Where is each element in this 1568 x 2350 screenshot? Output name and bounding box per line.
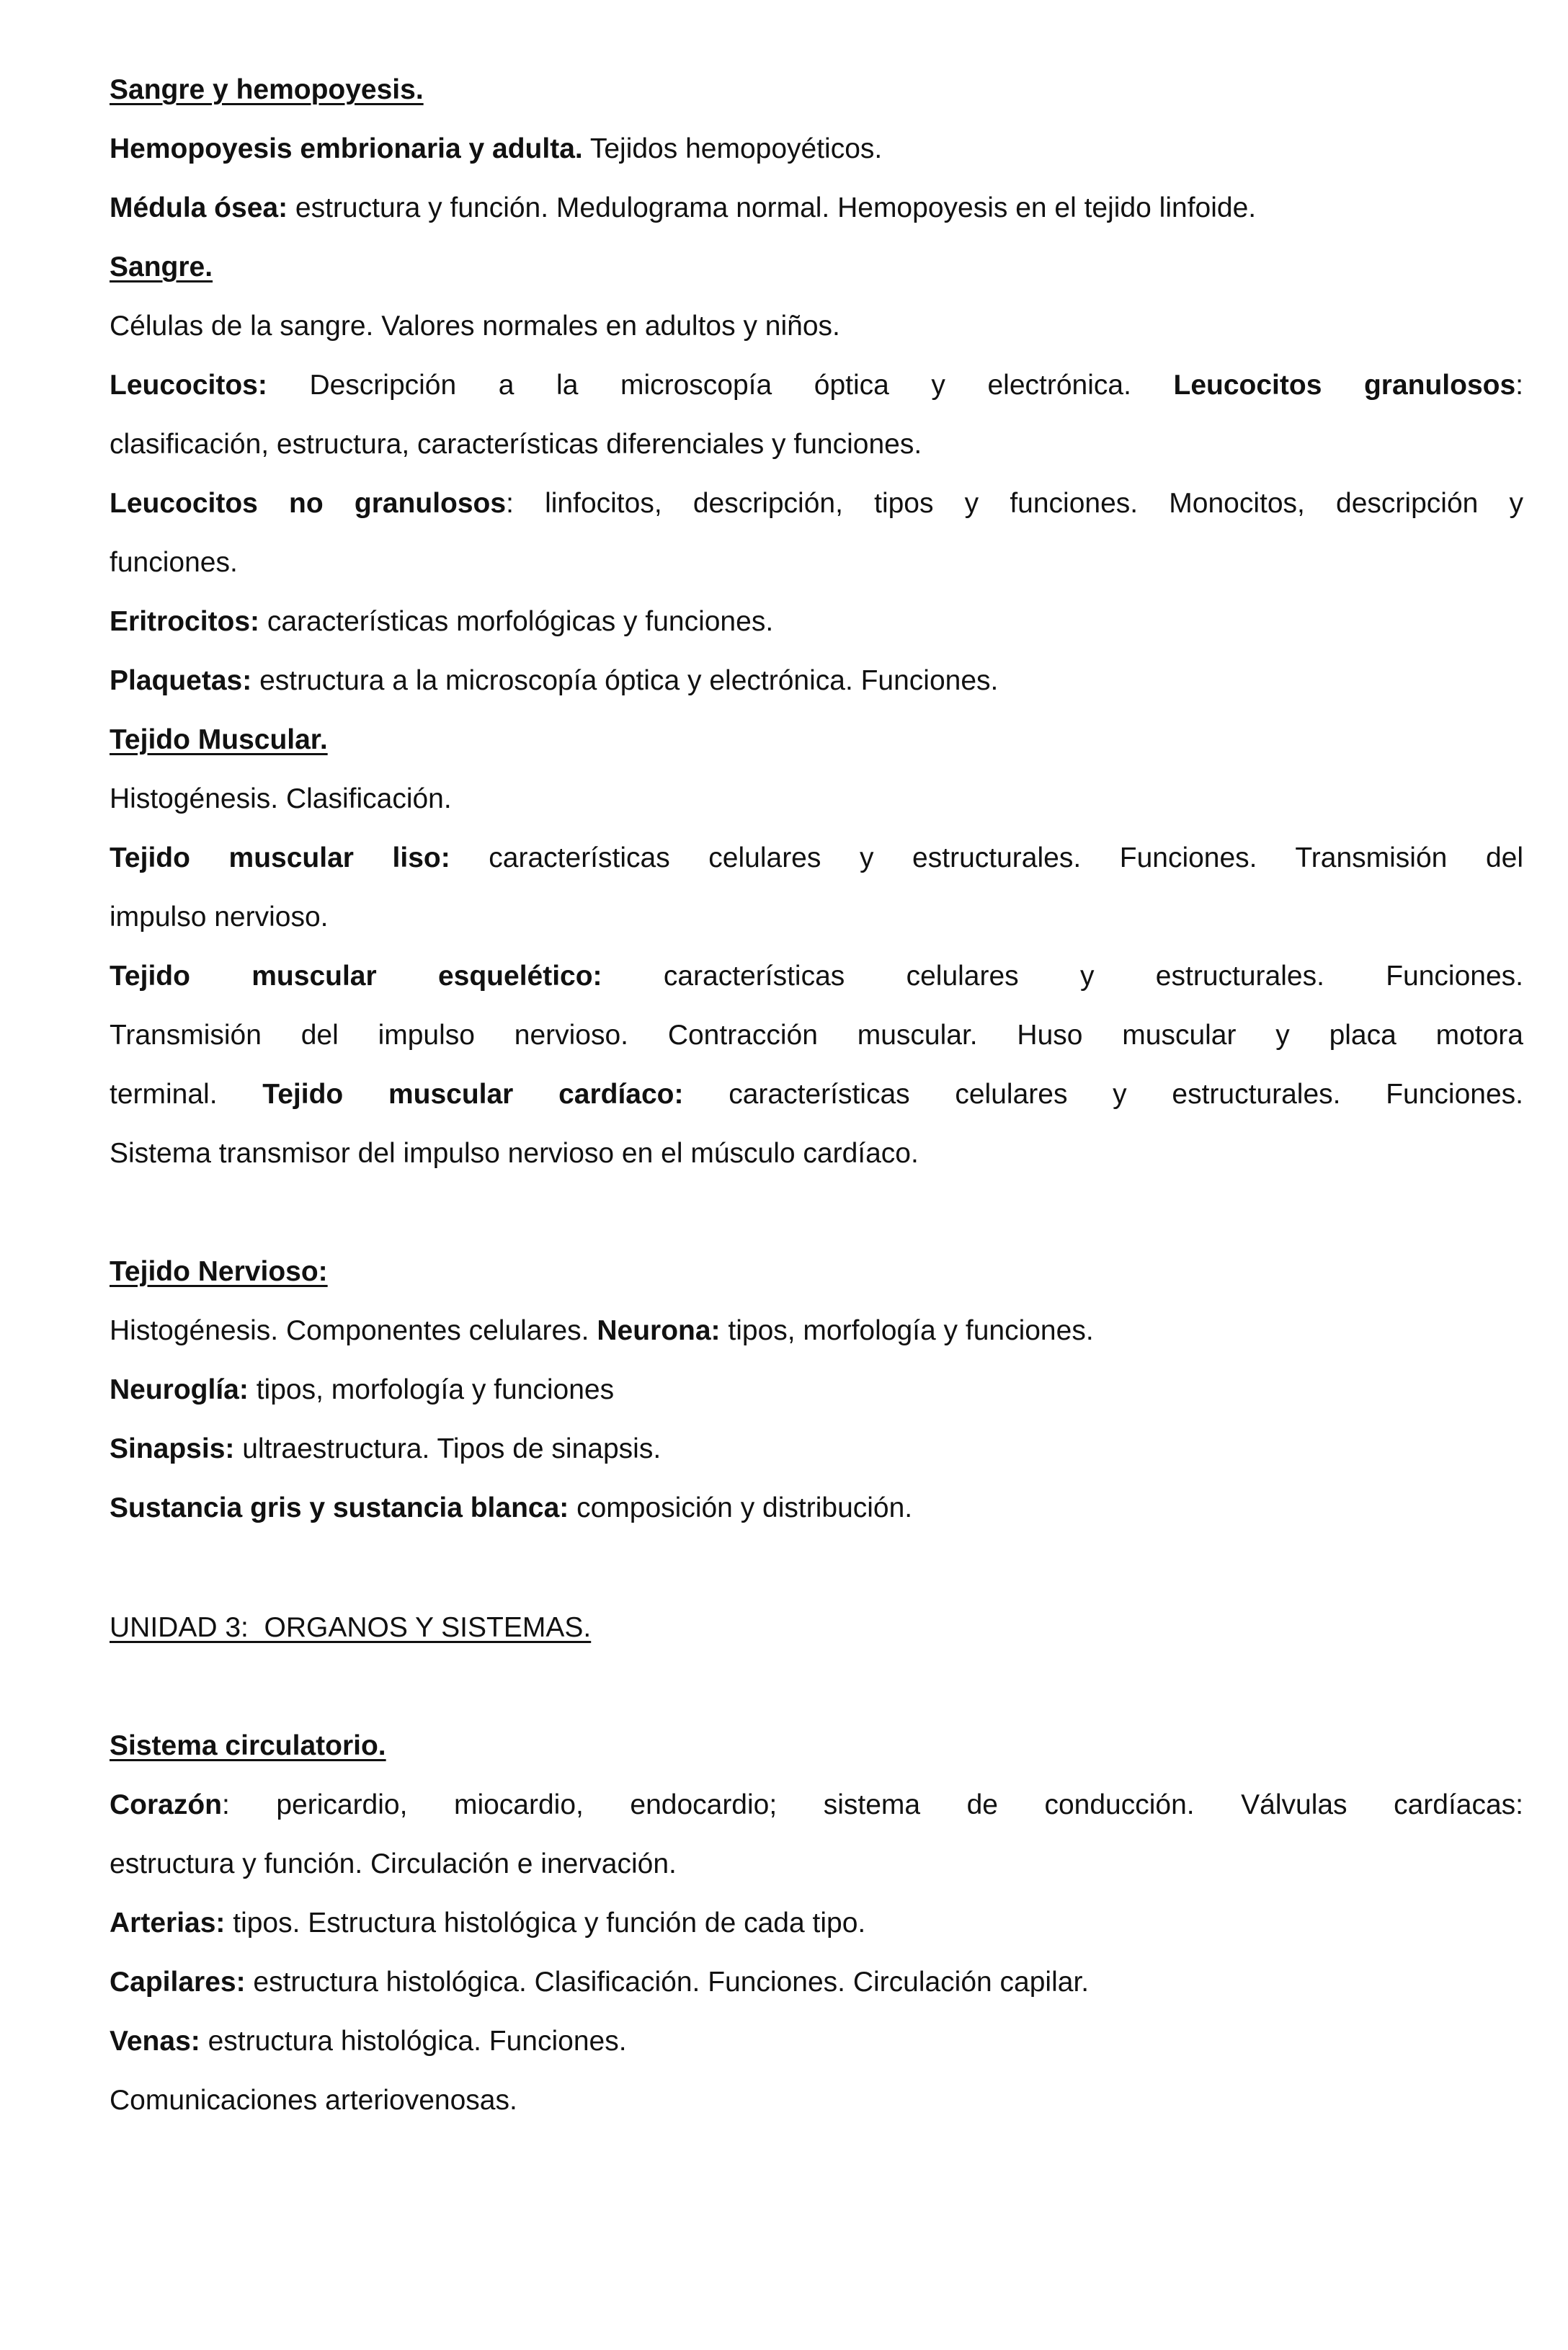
line-corazon bbox=[110, 1787, 1523, 1823]
term-eritrocitos: Eritrocitos: bbox=[110, 606, 260, 637]
line-eritrocitos bbox=[110, 604, 773, 640]
term-medula-osea: Médula ósea: bbox=[110, 192, 288, 223]
line-leucocitos-no-granulosos bbox=[110, 486, 1523, 522]
line-histogenesis-muscular: Histogénesis. Clasificación. bbox=[110, 783, 452, 814]
term-arterias: Arterias: bbox=[110, 1908, 226, 1939]
term-leucocitos-granulosos: Leucocitos granulosos bbox=[1173, 370, 1516, 401]
line-impulso-nervioso: impulso nervioso. bbox=[110, 902, 329, 933]
heading-tejido-nervioso: Tejido Nervioso: bbox=[110, 1256, 328, 1287]
term-neuroglia: Neuroglía: bbox=[110, 1374, 249, 1405]
line-sinapsis bbox=[110, 1431, 661, 1467]
text-leucocitos: Descripción a la microscopía óptica y electrónica. bbox=[267, 370, 1174, 401]
line-sustancia-gris bbox=[110, 1490, 912, 1526]
text-tejido-muscular-cardiaco: características celulares y estructurales. Funciones. bbox=[683, 1079, 1523, 1110]
line-funciones: funciones. bbox=[110, 547, 238, 578]
line-plaquetas bbox=[110, 663, 998, 699]
text-capilares: estructura histológica. Clasificación. Funciones. Circulación capilar. bbox=[245, 1967, 1090, 1998]
line-comunicaciones: Comunicaciones arteriovenosas. bbox=[110, 2085, 517, 2116]
line-muscular-cardiaco bbox=[110, 1077, 1523, 1113]
text-eritrocitos: características morfológicas y funciones. bbox=[259, 606, 774, 637]
term-plaquetas: Plaquetas: bbox=[110, 665, 252, 696]
term-capilares: Capilares: bbox=[110, 1967, 246, 1998]
term-corazon: Corazón bbox=[110, 1789, 222, 1820]
heading-unidad-3: UNIDAD 3: ORGANOS Y SISTEMAS. bbox=[110, 1612, 592, 1643]
text-tejido-muscular-esqueletico: características celulares y estructurales. Funciones. bbox=[602, 961, 1523, 992]
term-hemopoyesis-embrionaria: Hemopoyesis embrionaria y adulta. bbox=[110, 133, 583, 164]
line-venas bbox=[110, 2024, 627, 2060]
term-tejido-muscular-liso: Tejido muscular liso: bbox=[110, 842, 450, 873]
line-sistema-transmisor: Sistema transmisor del impulso nervioso en el músculo cardíaco. bbox=[110, 1138, 919, 1169]
text-histogenesis-componentes: Histogénesis. Componentes celulares. bbox=[110, 1315, 597, 1346]
line-hemopoyesis-embrionaria bbox=[110, 131, 882, 167]
text-corazon: : pericardio, miocardio, endocardio; sistema de conducción. Válvulas cardíacas: bbox=[222, 1789, 1523, 1820]
term-neurona: Neurona: bbox=[597, 1315, 721, 1346]
term-sustancia-gris-blanca: Sustancia gris y sustancia blanca: bbox=[110, 1492, 569, 1523]
text-tejidos-hemopoyeticos: Tejidos hemopoyéticos. bbox=[582, 133, 883, 164]
text-venas: estructura histológica. Funciones. bbox=[200, 2026, 627, 2057]
term-venas: Venas: bbox=[110, 2026, 200, 2057]
heading-sangre-hemopoyesis: Sangre y hemopoyesis. bbox=[110, 74, 424, 105]
term-leucocitos-no-granulosos: Leucocitos no granulosos bbox=[110, 488, 507, 519]
text-tejido-muscular-liso: características celulares y estructurales. Funciones. Transmisión del bbox=[450, 842, 1523, 873]
heading-tejido-muscular: Tejido Muscular. bbox=[110, 724, 328, 755]
line-transmision-impulso: Transmisión del impulso nervioso. Contracción muscular. Huso muscular y placa motora bbox=[110, 1020, 1523, 1051]
line-celulas-sangre: Células de la sangre. Valores normales en adultos y niños. bbox=[110, 311, 840, 342]
term-tejido-muscular-cardiaco: Tejido muscular cardíaco: bbox=[262, 1079, 684, 1110]
line-leucocitos bbox=[110, 368, 1523, 404]
text-medula-osea: estructura y función. Medulograma normal. Hemopoyesis en el tejido linfoide. bbox=[288, 192, 1257, 223]
line-muscular-liso bbox=[110, 840, 1523, 876]
line-muscular-esqueletico bbox=[110, 958, 1523, 994]
text-plaquetas: estructura a la microscopía óptica y electrónica. Funciones. bbox=[251, 665, 999, 696]
text-leucocitos-no-granulosos: : linfocitos, descripción, tipos y funciones. Monocitos, descripción y bbox=[506, 488, 1523, 519]
line-capilares bbox=[110, 1964, 1089, 2000]
text-terminal: terminal. bbox=[110, 1079, 263, 1110]
line-neuroglia bbox=[110, 1372, 614, 1408]
text-neuroglia: tipos, morfología y funciones bbox=[248, 1374, 615, 1405]
line-estructura-funcion: estructura y función. Circulación e inervación. bbox=[110, 1848, 677, 1879]
text-colon: : bbox=[1515, 370, 1524, 401]
term-tejido-muscular-esqueletico: Tejido muscular esquelético: bbox=[110, 961, 602, 992]
text-sinapsis: ultraestructura. Tipos de sinapsis. bbox=[234, 1433, 662, 1464]
term-sinapsis: Sinapsis: bbox=[110, 1433, 235, 1464]
heading-sangre: Sangre. bbox=[110, 252, 213, 282]
line-medula-osea bbox=[110, 190, 1256, 226]
heading-sistema-circulatorio: Sistema circulatorio. bbox=[110, 1730, 386, 1761]
line-leucocitos-clasificacion: clasificación, estructura, características diferenciales y funciones. bbox=[110, 429, 922, 460]
text-arterias: tipos. Estructura histológica y función de cada tipo. bbox=[225, 1908, 866, 1939]
text-sustancia-gris-blanca: composición y distribución. bbox=[569, 1492, 913, 1523]
text-neurona: tipos, morfología y funciones. bbox=[720, 1315, 1094, 1346]
line-neurona bbox=[110, 1313, 1094, 1349]
term-leucocitos: Leucocitos: bbox=[110, 370, 267, 401]
line-arterias bbox=[110, 1905, 865, 1941]
